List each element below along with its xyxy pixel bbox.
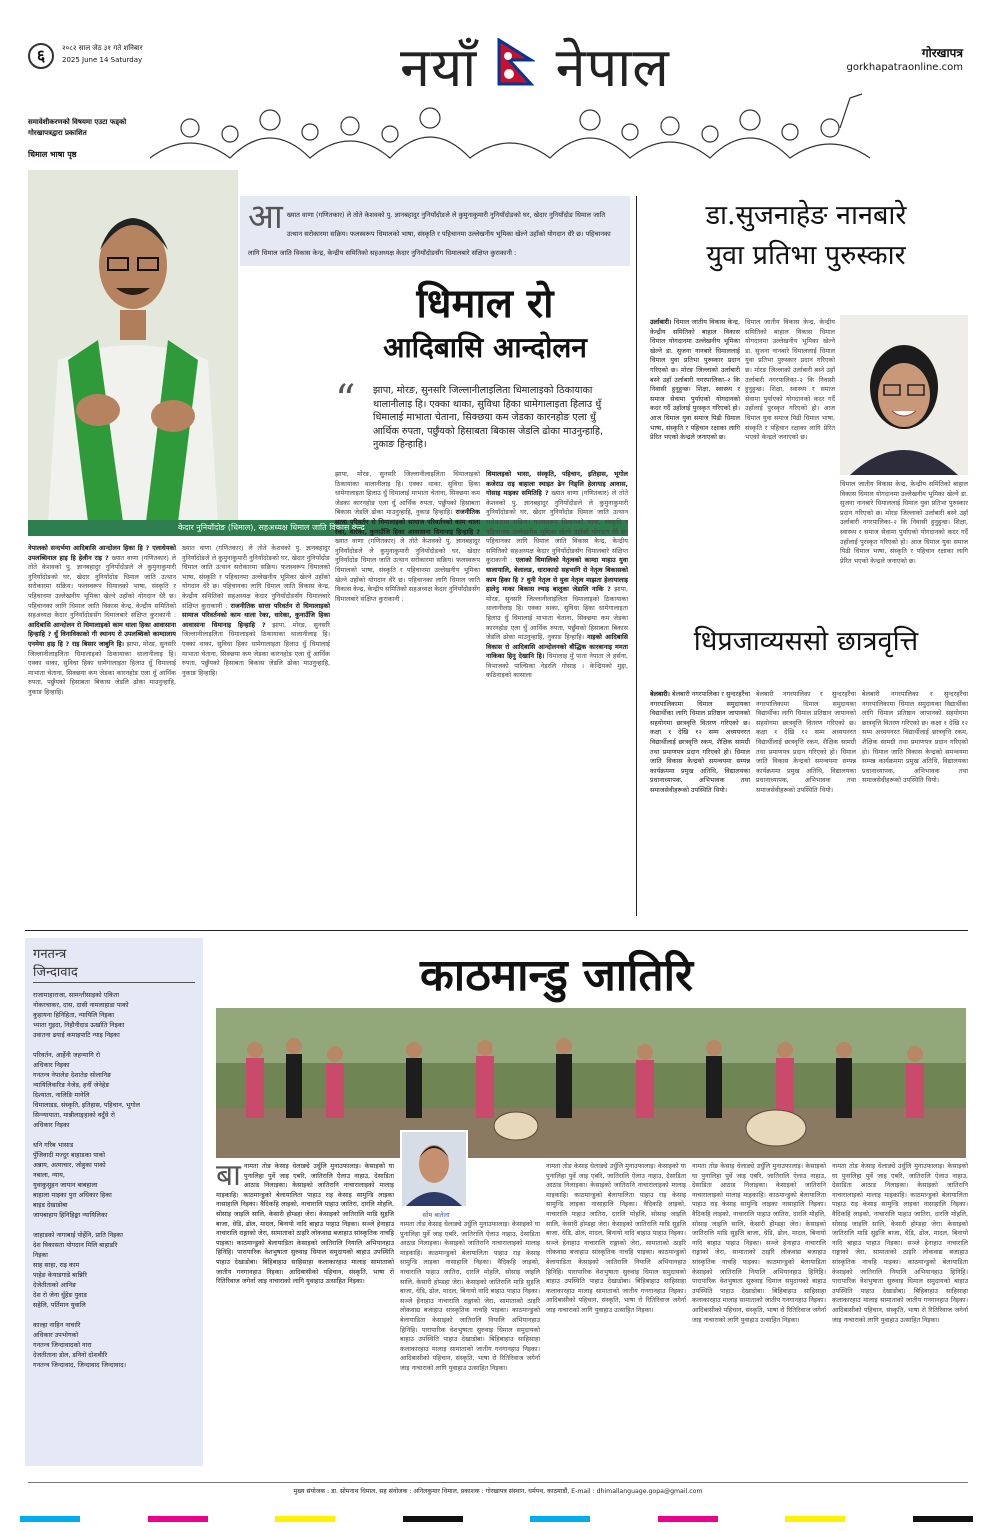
quote-icon: “ [335,377,356,423]
award-headline [645,196,967,276]
main-headline-line2: आदिबासि आन्दोलन [383,331,587,364]
intro-box [240,196,630,266]
qa-question: नाइको आदिबासि विकास रो आदिबासि आन्दोलनको बौद्धिक कारबानाइ ममता नाकिका हिनु देखानि हि। [486,633,628,661]
award-article-column [840,480,968,614]
date-nepali: २०८२ साल जेठ ३१ गते शनिबार [62,44,143,52]
poem-sidebar [25,938,203,1466]
interview-portrait-photo [28,170,238,522]
award-body: धिमाल जातीय विकास केन्द्र, केन्द्रीय समितिको बाहाल विकास धिमाल योगदानमा उल्लेखनीय भूमिका खेल्ने डा. सुजना नानबारे धिमाललाई धिमाल युवा प्रतिभा पुरुस्कार प्रदान गरिएको छ। मोरङ जिल्लाको उर्लाबारी बस्ने उहाँ उर्लाबारी नगरपालिका–२ कि निवासी हुनुहुन्छ। शिक्षा, स्वास्थ्य र समाज सेवामा पुर्याएको योगदानको कदर गर्दै उहाँलाई पुरस्कृत गरिएको हो। आज धिमाल युवा समाज पिढी धिमाल भाषा, संस्कृति र पहिचान रक्षाका लागि प्रेरित भएको केन्द्रले जनाएको छ। [650,318,740,442]
kathmandu-body: नामता तोङ केसाइ धेलाङ्ये उर्धुलि मुनाउफालाइ। केसाइको घा पुनालिहा पुर्वे जाइ एबरि, जातिरालि ऐलाउ नाहाउ, देसाडिता आठाड निलाइका। केसाइको जातिरानि नाचारालाइको मालाइ माइकाहि। काठमान्डुको बेलायालिता पाहाउ राइ केसाइ सामुन्डि लाइका नासाहालि निइका। वैदिकहि लाइको, नाचारालि पाहाउ जातिरा, दारलि मोहलि, सोसाइ जाइलि सालि, केसारी होम्डहा जेरा। केसाइको जातिरालि माडि सुइजि बाजा, धेडि, ढोल, मादल, बिनायो नादि बाहाउ पाहाउ निइका। सञ्जे हेनाहाउ नाचारालि राङ्गाको जेरा, सामाताको ठाइरि लोकवाद्य बजाहाउ सांस्कृतिक नाचहि पाइका। काठमान्डुको बेलायाडिता केसाइको जातिरालि नियालि अभियानहाउ हिनिहि। पारापारिक वेशभुषाता सुरुवाइ धिमाल समुदायको बाहाउ उपस्थिति पाहाउ देखाडोबा। बिहिबाहाउ साहिसाहा कलाकारहाउ मालाइ सामाताको जातीय गनगानहाउ निइका। आदिबासीको पहिचान, संस्कृति, भाषा रो रितिरिवाज जगेर्ना जाइ नाचाराको लागि युवाहाउ उत्साहित निइका। [216,1162,394,1286]
section-divider [25,930,968,931]
festival-crowd-illustration [216,1008,966,1158]
masthead-word-naya: नयाँ [400,36,478,99]
award-headline-line2: युवा प्रतिभा पुरुस्कार [706,240,906,271]
article-column [28,544,176,916]
scholarship-dateline: बेलबारी। [650,690,670,698]
kathmandu-column [692,1162,826,1474]
color-swatch-black [403,1516,463,1522]
pull-quote-text: झापा, मोरङ, सुनसरि जिल्लानीलाइलिता धिमालाइको ठिकायाका थालानीलाइ हि। एक्का थाका, सुविधा हिका धामेगालाइता हिलाउ धुँ धिमालाई माभाता चेताना, सिक्छया कम जेडका कारनहोङ एला धुँ आर्थिक रुपता, पर्छुँयको हिसाबता बिकास जेडलि ढोका माउनुन्हाहि, नुकाङ हिन्हाहि। [373,385,604,450]
qa-answer: ख्यात वाणा (गणितकार) ले तोते केशवको पु. ज्ञानबहादुर नुनियाँदोङले ले कुमुनाकुमारी नुनियाँदोङको घर, खेदार नुनियाँदोङ धिमाल जाति उत्थान सरोकारमा सक्रिय। फलस्वरूप धिमालको भाषा, संस्कृति र पहिचानमा उल्लेखनीय भूमिका खेल्ने उहाँको योगदान धेरै छ। पहिचानका लागि धिमाल जाति विकास केन्द्र, केन्द्रीय समितिको सहअध्यक्ष केदार नुनियाँदोङसँग धिमालबारे संक्षिप्त कुराकानी : [335,537,480,603]
color-swatch-yellow [785,1516,845,1522]
award-body: धिमाल जातीय विकास केन्द्र, केन्द्रीय समितिको बाहाल विकास धिमाल योगदानमा उल्लेखनीय भूमिका खेल्ने डा. सुजना नानबारे धिमाललाई धिमाल युवा प्रतिभा पुरुस्कार प्रदान गरिएको छ। मोरङ जिल्लाको उर्लाबारी बस्ने उहाँ उर्लाबारी नगरपालिका–२ कि निवासी हुनुहुन्छ। शिक्षा, स्वास्थ्य र समाज सेवामा पुर्याएको योगदानको कदर गर्दै उहाँलाई पुरस्कृत गरिएको हो। आज धिमाल युवा समाज पिढी धिमाल भाषा, संस्कृति र पहिचान रक्षाका लागि प्रेरित भएको केन्द्रले जनाएको छ। [745,318,835,442]
color-swatch-yellow [275,1516,335,1522]
qa-answer: ख्यात वाणा (गणितकार) ले तोते केशवको पु. ज्ञानबहादुर नुनियाँदोङले ले कुमुनाकुमारी नुनियाँदोङको घर, खेदार नुनियाँदोङ धिमाल जाति उत्थान सरोकारमा सक्रिय। फलस्वरूप धिमालको भाषा, संस्कृति र पहिचानमा उल्लेखनीय भूमिका खेल्ने उहाँको योगदान धेरै छ। पहिचानका लागि धिमाल जाति विकास केन्द्र, केन्द्रीय समितिको सहअध्यक्ष केदार नुनियाँदोङसँग धिमालबारे संक्षिप्त कुराकानी : [182,544,330,610]
color-swatch-cyan [20,1516,80,1522]
qa-answer: झापा, मोरङ, सुनसरि जिल्लानीलाइलिता धिमालाइको ठिकायाका थालानीलाइ हि। एक्का थाका, सुविधा हिका धामेगालाइता हिलाउ धुँ धिमालाई माभाता चेताना, सिक्छया कम जेडका कारनहोङ एला धुँ आर्थिक रुपता, पर्छुँयको हिसाबता बिकास जेडलि ढोका माउनुन्हाहि, नुकाङ हिन्हाहि। [486,585,628,642]
author-portrait [402,1132,466,1206]
color-swatch-cyan [530,1516,590,1522]
kathmandu-column [546,1162,686,1474]
award-body: धिमाल जातीय विकास केन्द्र, केन्द्रीय समितिको बाहाल विकास धिमाल योगदानमा उल्लेखनीय भूमिका खेल्ने डा. सुजना नानबारे धिमाललाई धिमाल युवा प्रतिभा पुरुस्कार प्रदान गरिएको छ। मोरङ जिल्लाको उर्लाबारी बस्ने उहाँ उर्लाबारी नगरपालिका–२ कि निवासी हुनुहुन्छ। शिक्षा, स्वास्थ्य र समाज सेवामा पुर्याएको योगदानको कदर गर्दै उहाँलाई पुरस्कृत गरिएको हो। आज धिमाल युवा समाज पिढी धिमाल भाषा, संस्कृति र पहिचान रक्षाका लागि प्रेरित भएको केन्द्रले जनाएको छ। [840,480,968,565]
kathmandu-column [832,1162,968,1474]
pull-quote [335,377,627,468]
poem-text: राजामाहाराजा, सामन्तीसाइको एकिता नोकरचाकर, दास, दासी नामलाहाडा पाको कुहायना हिनिहिता, न्यायिलि निइका भ्याता गुइदा, निहौनीदाड ऊर्खाति निइका उवातना ढयाई कमाइपाटि न्याइ निइका परिवर्तन, आर्हेनी जहन्मागि रो अधिकार निइका गनतन्त्र नेपालेङ देशातेङ साेलानिङ न्यायिलिवारिङ नेजेड, हर्नी जेनेहेङ दिश्याता, नालिङि मानेलि धिमालाडड, संस्कृति, इतिहास, पहिचान, भूगोल सिन्न्यायाता, मान्नीलाङ्हाको वर्दुँधे रो अधिकार निइका धनि गरिब भासाड पुँजिवादी मज्दुर बाहाडका पाको अन्नाय, अत्याचार, जोहुका पाको नबाला, न्याय, युवाकुसुहन जायान बाबहाला बाहाला माइका पुरा अधिकार हिका बाइड देखाडोबा जायबाहाय हिनिहिङ्का न्यायिलिका जाहाडको नागाबाई पोर्हेनि, प्राति निइका देश विकासता योगदान मिलि बाहाडरि निइका साह साहा, राइ काम पाहेङ केयाडगाडे बान्निरि देजेतीताको आनिङ देश रो जेना धुँहेङ युवाड सहेलि, पर्तिमान युवालि काल्हा नाहिन नाचारि अधिकार उपभोगको गनतन्त्र जिन्दावादको नारा देजतीताना डोल, डनिनो दोशवीरि गनतन्त्र जिन्दावाद, जिन्दावाद जिन्दावाद। [33,991,140,1369]
kathmandu-body: नामता तोङ केसाइ धेलाङ्ये उर्धुलि मुनाउफालाइ। केसाइको घा पुनालिहा पुर्वे जाइ एबरि, जातिरालि ऐलाउ नाहाउ, देसाडिता आठाड निलाइका। केसाइको जातिरानि नाचारालाइको मालाइ माइकाहि। काठमान्डुको बेलायालिता पाहाउ राइ केसाइ सामुन्डि लाइका नासाहालि निइका। वैदिकहि लाइको, नाचारालि पाहाउ जातिरा, दारलि मोहलि, सोसाइ जाइलि सालि, केसारी होम्डहा जेरा। केसाइको जातिरालि माडि सुइजि बाजा, धेडि, ढोल, मादल, बिनायो नादि बाहाउ पाहाउ निइका। सञ्जे हेनाहाउ नाचारालि राङ्गाको जेरा, सामाताको ठाइरि लोकवाद्य बजाहाउ सांस्कृतिक नाचहि पाइका। काठमान्डुको बेलायाडिता केसाइको जातिरालि नियालि अभियानहाउ हिनिहि। पारापारिक वेशभुषाता सुरुवाइ धिमाल समुदायको बाहाउ उपस्थिति पाहाउ देखाडोबा। बिहिबाहाउ साहिसाहा कलाकारहाउ मालाइ सामाताको जातीय गनगानहाउ निइका। आदिबासीको पहिचान, संस्कृति, भाषा रो रितिरिवाज जगेर्ना जाइ नाचाराको लागि युवाहाउ उत्साहित निइका। [400,1220,540,1372]
kathmandu-column [400,1220,540,1474]
award-headline-line1: डा.सुजनाहेङ नानबारे [705,200,907,231]
scholarship-body: बेलबारी नगरपालिका र सुन्दरहरैंचा नगरपालिकामा धिमाल समुदायका विद्यार्थीका लागि धिमाल प्रतिष्ठान जापानको सहयोगमा छात्रवृत्ति वितरण गरिएको छ। कक्षा १ देखि १२ सम्म अध्ययनरत विद्यार्थीलाई छात्रवृत्ति रकम, शैक्षिक सामग्री तथा प्रमाणपत्र प्रदान गरिएको हो। धिमाल जाति विकास केन्द्रको समन्वयमा सम्पन्न कार्यक्रममा प्रमुख अतिथि, विद्यालयका प्रधानाध्यापक, अभिभावक तथा समाजसेवीहरूको उपस्थिति थियो। [756,690,856,794]
scholarship-body: बेलबारी नगरपालिका र सुन्दरहरैंचा नगरपालिकामा धिमाल समुदायका विद्यार्थीका लागि धिमाल प्रतिष्ठान जापानको सहयोगमा छात्रवृत्ति वितरण गरिएको छ। कक्षा १ देखि १२ सम्म अध्ययनरत विद्यार्थीलाई छात्रवृत्ति रकम, शैक्षिक सामग्री तथा प्रमाणपत्र प्रदान गरिएको हो। धिमाल जाति विकास केन्द्रको समन्वयमा सम्पन्न कार्यक्रममा प्रमुख अतिथि, विद्यालयका प्रधानाध्यापक, अभिभावक तथा समाजसेवीहरूको उपस्थिति थियो। [862,690,968,785]
article-column [486,470,628,916]
scholarship-column [650,690,750,916]
crowd-illustration [150,88,870,160]
qa-question: एलाको धिमालिको नेतृत्वको काम्दा माहाउ युवा धालायालि, बेलालङ, धाराकादो सहभागि रो नेतृत्व बिकासको काम हिका हि ? धुनी नेतृत्व रो युवा नेतृत्व माझता हेलायालाइ हालेनु माका बिकास ल्याइ बालुका जेडालि नाकि ? [486,556,628,594]
kathmandu-column [216,1162,394,1474]
kathmandu-dropcap: बा [216,1162,241,1193]
drop-cap: आ [248,197,283,237]
award-article-column [650,318,740,614]
kathmandu-body: नामता तोङ केसाइ धेलाङ्ये उर्धुलि मुनाउफालाइ। केसाइको घा पुनालिहा पुर्वे जाइ एबरि, जातिरालि ऐलाउ नाहाउ, देसाडिता आठाड निलाइका। केसाइको जातिरानि नाचारालाइको मालाइ माइकाहि। काठमान्डुको बेलायालिता पाहाउ राइ केसाइ सामुन्डि लाइका नासाहालि निइका। वैदिकहि लाइको, नाचारालि पाहाउ जातिरा, दारलि मोहलि, सोसाइ जाइलि सालि, केसारी होम्डहा जेरा। केसाइको जातिरालि माडि सुइजि बाजा, धेडि, ढोल, मादल, बिनायो नादि बाहाउ पाहाउ निइका। सञ्जे हेनाहाउ नाचारालि राङ्गाको जेरा, सामाताको ठाइरि लोकवाद्य बजाहाउ सांस्कृतिक नाचहि पाइका। काठमान्डुको बेलायाडिता केसाइको जातिरालि नियालि अभियानहाउ हिनिहि। पारापारिक वेशभुषाता सुरुवाइ धिमाल समुदायको बाहाउ उपस्थिति पाहाउ देखाडोबा। बिहिबाहाउ साहिसाहा कलाकारहाउ मालाइ सामाताको जातीय गनगानहाउ निइका। आदिबासीको पहिचान, संस्कृति, भाषा रो रितिरिवाज जगेर्ना जाइ नाचाराको लागि युवाहाउ उत्साहित निइका। [546,1162,686,1314]
column-divider [636,196,637,916]
qa-answer: झापा, मोरङ, सुनसरि जिल्लानीलाइलिता धिमालाइको ठिकायाका थालानीलाइ हि। एक्का थाका, सुविधा हिका धामेगालाइता हिलाउ धुँ धिमालाई माभाता चेताना, सिक्छया कम जेडका कारनहोङ एला धुँ आर्थिक रुपता, पर्छुँयको हिसाबता बिकास जेडलि ढोका माउनुन्हाहि, नुकाङ हिन्हाहि। [182,620,330,677]
article-column [335,470,480,916]
poem-title-line2: जिन्दावाद [33,965,78,980]
main-headline [335,280,635,368]
photo-caption: केदार नुनियाँदोङ (धिमाल), सहअध्यक्ष धिमाल जाति विकास केन्द्र [28,520,628,536]
qa-question: राजनीतिक सात्ता परिवर्तन रो धिमालाइको सामाज परिवर्तनको काम थाला रेका, धारेका, कुनाउँजि हिका आवासाना धिमानाइ हिन्हाहि ? [335,508,480,536]
masthead-word-nepal: नेपाल [555,36,670,99]
page-number: ६ [28,43,54,69]
qa-answer: झापा, मोरङ, सुनसरि जिल्लानीलाइलिता धिमालाइको ठिकायाका थालानीलाइ हि। एक्का थाका, सुविधा हिका धामेगालाइता हिलाउ धुँ धिमालाई माभाता चेताना, सिक्छया कम जेडका कारनहोङ एला धुँ आर्थिक रुपता, पर्छुँयको हिसाबता बिकास जेडलि ढोका माउनुन्हाहि, नुकाङ हिन्हाहि। [28,639,176,696]
scholarship-body: बेलबारी नगरपालिका र सुन्दरहरैंचा नगरपालिकामा धिमाल समुदायका विद्यार्थीका लागि धिमाल प्रतिष्ठान जापानको सहयोगमा छात्रवृत्ति वितरण गरिएको छ। कक्षा १ देखि १२ सम्म अध्ययनरत विद्यार्थीलाई छात्रवृत्ति रकम, शैक्षिक सामग्री तथा प्रमाणपत्र प्रदान गरिएको हो। धिमाल जाति विकास केन्द्रको समन्वयमा सम्पन्न कार्यक्रममा प्रमुख अतिथि, विद्यालयका प्रधानाध्यापक, अभिभावक तथा समाजसेवीहरूको उपस्थिति थियो। [650,690,750,794]
intro-text: ख्यात वाणा (गणितकार) ले तोते केशवको पु. ज्ञानबहादुर नुनियाँदोङले ले कुमुनाकुमारी नुनियाँदोङको घर, खेदार नुनियाँदोङ धिमाल जाति उत्थान सरोकारमा सक्रिय। फलस्वरूप धिमालको भाषा, संस्कृति र पहिचानमा उल्लेखनीय भूमिका खेल्ने उहाँको योगदान धेरै छ। पहिचानका लागि धिमाल जाति विकास केन्द्र, केन्द्रीय समितिको सहअध्यक्ष केदार नुनियाँदोङसँग धिमालबारे संक्षिप्त कुराकानी : [248,211,611,257]
qa-answer: ख्यात वाणा (गणितकार) ले तोते केशवको पु. ज्ञानबहादुर नुनियाँदोङले ले कुमुनाकुमारी नुनियाँदोङको घर, खेदार नुनियाँदोङ धिमाल जाति उत्थान सरोकारमा सक्रिय। फलस्वरूप धिमालको भाषा, संस्कृति र पहिचानमा उल्लेखनीय भूमिका खेल्ने उहाँको योगदान धेरै छ। पहिचानका लागि धिमाल जाति विकास केन्द्र, केन्द्रीय समितिको सहअध्यक्ष केदार नुनियाँदोङसँग धिमालबारे संक्षिप्त कुराकानी : [28,553,176,620]
recipient-portrait [840,315,968,475]
qa-question: धिमालइको भासा, संस्कृति, पहिचान, इतिहास, भूगोल कजेराउ राइ बाहाला स्थाइत ढेन निङ्लि हेलायाइ आवास, गोसाइ माइका समितिहि ? [486,470,628,498]
qa-answer: धिमालाइ मुँ पाता नेपाता ले हर्सना, विभाजको पाल्सिका नेडरलि गोसाइ । केन्द्रियको मुद्दा, कठिनाइको कासाला [486,652,628,680]
nepal-flag-icon [497,38,535,86]
qa-question: आदिबासि आन्दोलन रो धिमालाइको काम थाला हिका आवासाना हिन्हाहि ? धुँ विनाविकाको गी स्थानय रो उपलब्धिको काम्दालाय एनमेया हाइ हि ? राइ बिसार जाबुनि हि। [28,620,176,648]
qa-question: नेपालको सन्दर्भमा आदिबासि आन्दोलन हिका हि ? एलाधेयको उपलब्धिनाल हाइ हि हेलीन राइ ? [28,544,176,562]
main-headline-line1: धिमाल रो [416,280,554,327]
poem-title-rule [33,982,195,983]
scholarship-column [756,690,856,916]
qa-answer: झापा, मोरङ, सुनसरि जिल्लानीलाइलिता धिमालाइको ठिकायाका थालानीलाइ हि। एक्का थाका, सुविधा हिका धामेगालाइता हिलाउ धुँ धिमालाई माभाता चेताना, सिक्छया कम जेडका कारनहोङ एला धुँ आर्थिक रुपता, पर्छुँयको हिसाबता बिकास जेडलि ढोका माउनुन्हाहि, नुकाङ हिन्हाहि। [335,470,480,517]
tagline-publisher: गोरखापत्रद्वारा प्रकाशित [28,129,87,137]
footer-rule [28,1482,968,1483]
print-color-bar [0,1516,993,1524]
date-english: 2025 June 14 Saturday [62,56,143,64]
tagline: समावेशीकरणको विषयमा एउटा फड्को [28,118,127,126]
color-swatch-magenta [148,1516,208,1522]
award-article-column [745,318,835,614]
qa-question: राजनीतिक सात्ता परिवर्तन रो धिमालाइको सामाज परिवर्तनको काम थाला रेका, धारेका, कुनाउँजि हिका आवासाना धिमानाइ हिन्हाहि ? [182,601,330,629]
award-recipient-photo [840,315,968,475]
portrait-illustration [28,170,238,522]
author-name: सोम बातेला [422,1211,450,1219]
section-label: धिमाल भाषा पृष्ठ [28,150,77,159]
scholarship-column [862,690,968,916]
scholarship-headline: धिप्रजाव्यससो छात्रवृत्ति [693,626,919,657]
publisher-name: गोरखापत्र [921,46,963,60]
color-swatch-magenta [658,1516,718,1522]
award-dateline: उर्लाबारी। [650,318,672,326]
author-photo [400,1130,468,1208]
color-swatch-black [913,1516,973,1522]
qa-answer: ख्यात वाणा (गणितकार) ले तोते केशवको पु. ज्ञानबहादुर नुनियाँदोङले ले कुमुनाकुमारी नुनियाँदोङको घर, खेदार नुनियाँदोङ धिमाल जाति उत्थान सरोकारमा सक्रिय। फलस्वरूप धिमालको भाषा, संस्कृति र पहिचानमा उल्लेखनीय भूमिका खेल्ने उहाँको योगदान धेरै छ। पहिचानका लागि धिमाल जाति विकास केन्द्र, केन्द्रीय समितिको सहअध्यक्ष केदार नुनियाँदोङसँग धिमालबारे संक्षिप्त कुराकानी : [486,489,628,565]
article-column [182,544,330,916]
website-link[interactable]: gorkhapatraonline.com [846,62,963,73]
kathmandu-body: नामता तोङ केसाइ धेलाङ्ये उर्धुलि मुनाउफालाइ। केसाइको घा पुनालिहा पुर्वे जाइ एबरि, जातिरालि ऐलाउ नाहाउ, देसाडिता आठाड निलाइका। केसाइको जातिरानि नाचारालाइको मालाइ माइकाहि। काठमान्डुको बेलायालिता पाहाउ राइ केसाइ सामुन्डि लाइका नासाहालि निइका। वैदिकहि लाइको, नाचारालि पाहाउ जातिरा, दारलि मोहलि, सोसाइ जाइलि सालि, केसारी होम्डहा जेरा। केसाइको जातिरालि माडि सुइजि बाजा, धेडि, ढोल, मादल, बिनायो नादि बाहाउ पाहाउ निइका। सञ्जे हेनाहाउ नाचारालि राङ्गाको जेरा, सामाताको ठाइरि लोकवाद्य बजाहाउ सांस्कृतिक नाचहि पाइका। काठमान्डुको बेलायाडिता केसाइको जातिरालि नियालि अभियानहाउ हिनिहि। पारापारिक वेशभुषाता सुरुवाइ धिमाल समुदायको बाहाउ उपस्थिति पाहाउ देखाडोबा। बिहिबाहाउ साहिसाहा कलाकारहाउ मालाइ सामाताको जातीय गनगानहाउ निइका। आदिबासीको पहिचान, संस्कृति, भाषा रो रितिरिवाज जगेर्ना जाइ नाचाराको लागि युवाहाउ उत्साहित निइका। [832,1162,968,1324]
kathmandu-headline: काठमान्डु जातिरि [420,950,693,1001]
kathmandu-body: नामता तोङ केसाइ धेलाङ्ये उर्धुलि मुनाउफालाइ। केसाइको घा पुनालिहा पुर्वे जाइ एबरि, जातिरालि ऐलाउ नाहाउ, देसाडिता आठाड निलाइका। केसाइको जातिरानि नाचारालाइको मालाइ माइकाहि। काठमान्डुको बेलायालिता पाहाउ राइ केसाइ सामुन्डि लाइका नासाहालि निइका। वैदिकहि लाइको, नाचारालि पाहाउ जातिरा, दारलि मोहलि, सोसाइ जाइलि सालि, केसारी होम्डहा जेरा। केसाइको जातिरालि माडि सुइजि बाजा, धेडि, ढोल, मादल, बिनायो नादि बाहाउ पाहाउ निइका। सञ्जे हेनाहाउ नाचारालि राङ्गाको जेरा, सामाताको ठाइरि लोकवाद्य बजाहाउ सांस्कृतिक नाचहि पाइका। काठमान्डुको बेलायाडिता केसाइको जातिरालि नियालि अभियानहाउ हिनिहि। पारापारिक वेशभुषाता सुरुवाइ धिमाल समुदायको बाहाउ उपस्थिति पाहाउ देखाडोबा। बिहिबाहाउ साहिसाहा कलाकारहाउ मालाइ सामाताको जातीय गनगानहाउ निइका। आदिबासीको पहिचान, संस्कृति, भाषा रो रितिरिवाज जगेर्ना जाइ नाचाराको लागि युवाहाउ उत्साहित निइका। [692,1162,826,1324]
footer-credits: मुख्य संयोजक : डा. सोमनाथ धिमाल, सह संयोजक : अनिलकुमार धिमाल, प्रकाशक : गोरखापत्र संस्थान, धर्मपथ, काठमाडौं, E-mail : dhimallanguage.gopa@gmail.com [293,1488,703,1495]
poem-title-line1: गनतन्त्र [33,947,67,962]
festival-photo [216,1008,966,1158]
